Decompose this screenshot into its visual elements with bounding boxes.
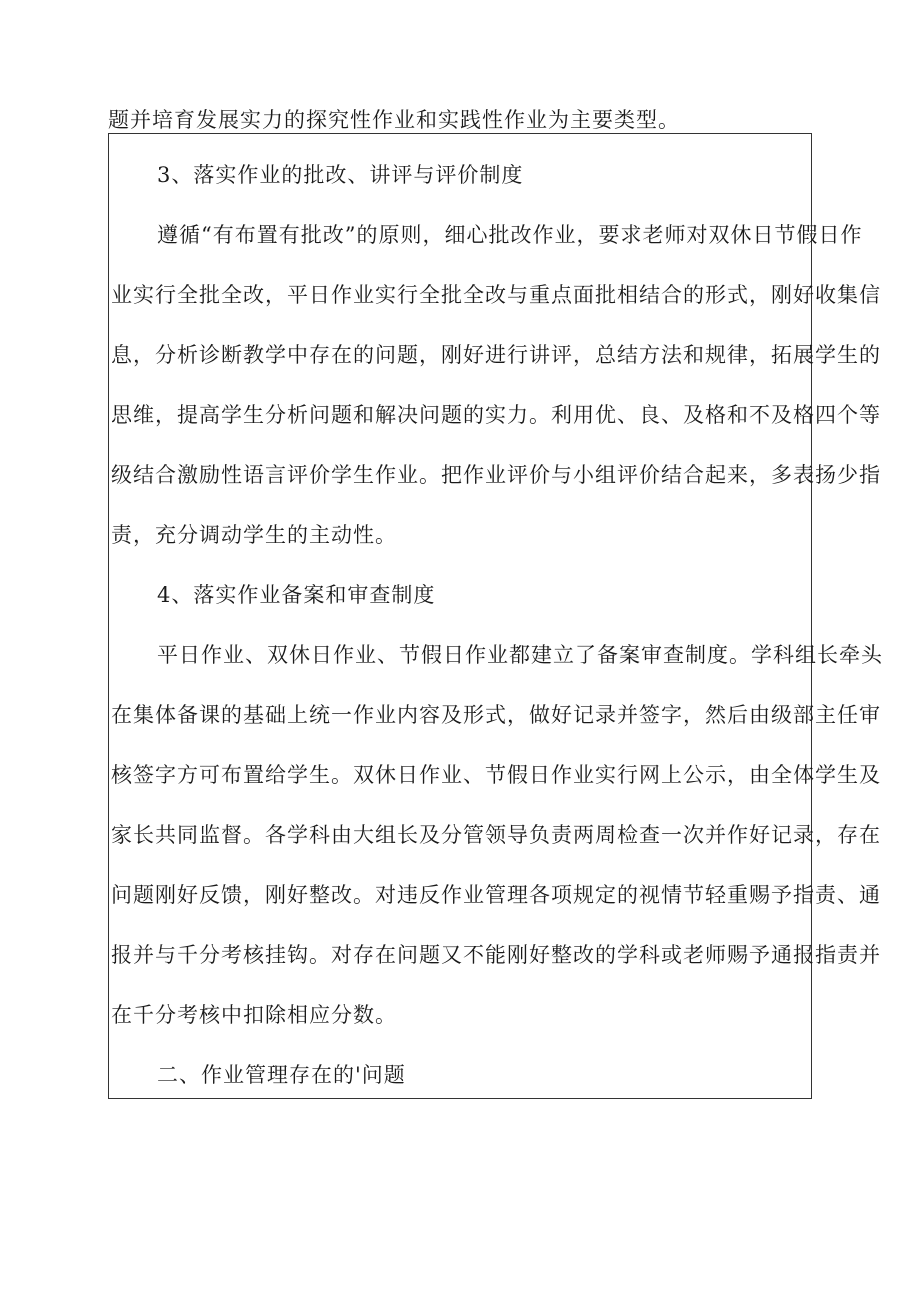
section-3-line: 级结合激励性语言评价学生作业。把作业评价与小组评价结合起来，多表扬少指 [111, 463, 881, 487]
section-4-line: 核签字方可布置给学生。双休日作业、节假日作业实行网上公示，由全体学生及 [111, 763, 881, 787]
section-3-heading: 3、落实作业的批改、讲评与评价制度 [157, 163, 524, 187]
section-4-line: 问题刚好反馈，刚好整改。对违反作业管理各项规定的视情节轻重赐予指责、通 [111, 883, 881, 907]
content-box [108, 133, 883, 1099]
section-4-line: 在千分考核中扣除相应分数。 [111, 1003, 397, 1027]
section-4-line: 家长共同监督。各学科由大组长及分管领导负责两周检查一次并作好记录，存在 [111, 823, 881, 847]
section-4-heading: 4、落实作业备案和审查制度 [157, 583, 436, 607]
intro-line: 题并培育发展实力的探究性作业和实践性作业为主要类型。 [108, 108, 680, 132]
section-3-line: 息，分析诊断教学中存在的问题，刚好进行讲评，总结方法和规律，拓展学生的 [111, 343, 881, 367]
section-3-line: 责，充分调动学生的主动性。 [111, 523, 397, 547]
section-4-line: 平日作业、双休日作业、节假日作业都建立了备案审查制度。学科组长牵头 [157, 643, 883, 667]
section-3-line: 思维，提高学生分析问题和解决问题的实力。利用优、良、及格和不及格四个等 [111, 403, 881, 427]
section-4-line: 在集体备课的基础上统一作业内容及形式，做好记录并签字，然后由级部主任审 [111, 703, 881, 727]
section-3-line: 遵循“有布置有批改”的原则，细心批改作业，要求老师对双休日节假日作 [157, 223, 863, 247]
section-4-line: 报并与千分考核挂钩。对存在问题又不能刚好整改的学科或老师赐予通报指责并 [111, 943, 881, 967]
section-3-line: 业实行全批全改，平日作业实行全批全改与重点面批相结合的形式，刚好收集信 [111, 283, 881, 307]
section-two-heading: 二、作业管理存在的'问题 [157, 1063, 406, 1087]
